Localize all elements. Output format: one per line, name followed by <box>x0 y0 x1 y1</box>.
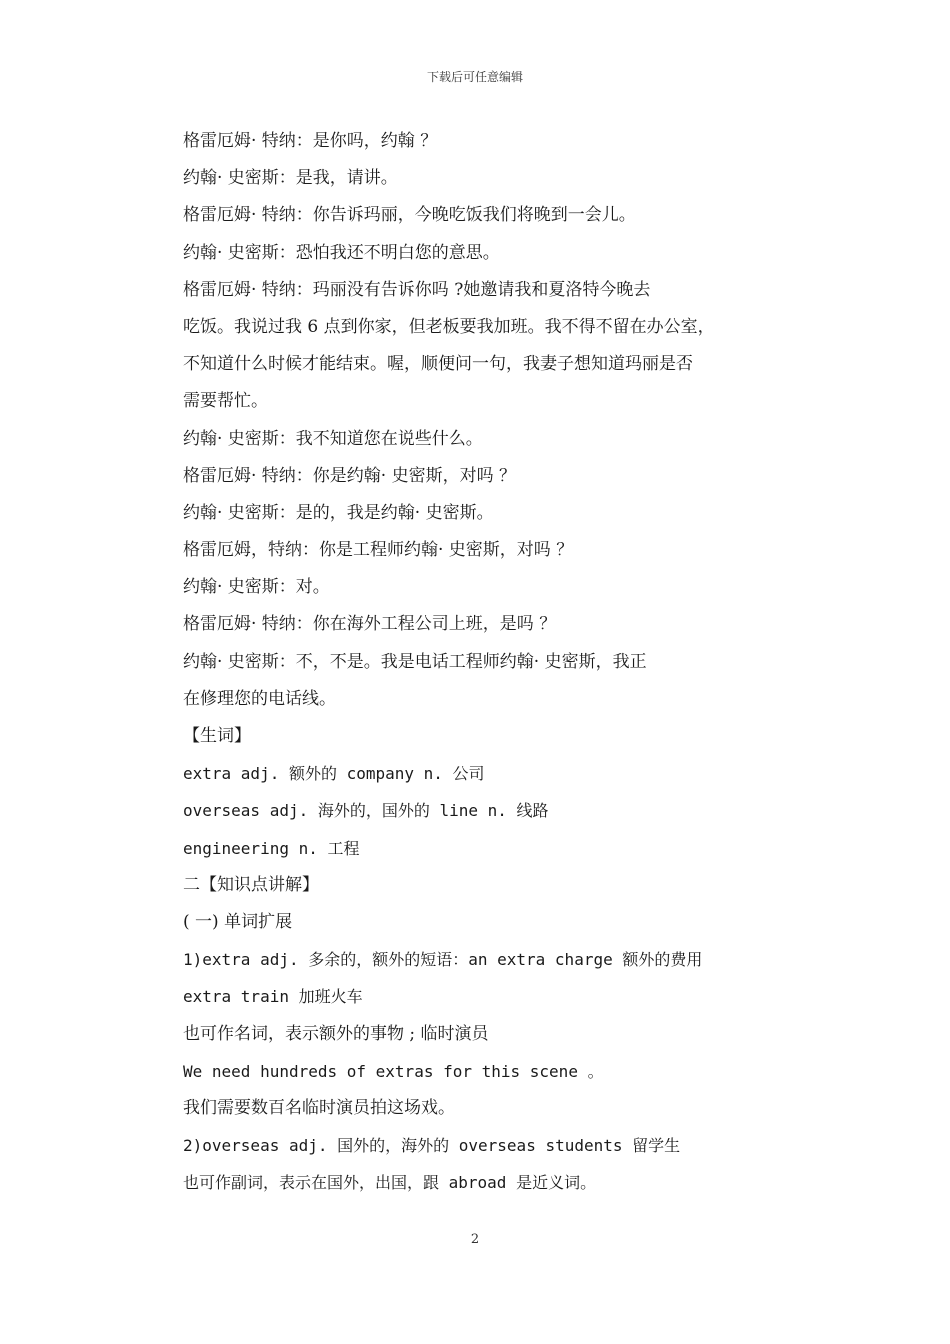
dialogue-line: 吃饭。我说过我 6 点到你家，但老板要我加班。我不得不留在办公室， <box>183 316 715 337</box>
dialogue-line: 格雷厄姆· 特纳：你是约翰· 史密斯，对吗 ？ <box>183 465 517 486</box>
explanation-line: 也可作副词，表示在国外，出国，跟 abroad 是近义词。 <box>183 1173 597 1193</box>
dialogue-line: 约翰· 史密斯：对。 <box>183 577 330 598</box>
dialogue-line: 约翰· 史密斯：是我，请讲。 <box>183 168 398 189</box>
dialogue-line: 约翰· 史密斯：恐怕我还不明白您的意思。 <box>183 242 500 263</box>
dialogue-line: 格雷厄姆，特纳：你是工程师约翰· 史密斯，对吗 ？ <box>183 540 574 561</box>
dialogue-line: 在修理您的电话线。 <box>183 688 336 709</box>
explanation-line: 也可作名词，表示额外的事物 ; 临时演员 <box>183 1023 489 1044</box>
explanation-line: extra train 加班火车 <box>183 987 363 1007</box>
vocab-line: extra adj. 额外的 company n. 公司 <box>183 764 485 784</box>
dialogue-line: 需要帮忙。 <box>183 391 268 412</box>
document-body <box>183 123 803 1201</box>
page-header: 下载后可任意编辑 <box>426 70 523 84</box>
dialogue-line: 不知道什么时候才能结束。喔，顺便问一句，我妻子想知道玛丽是否 <box>183 354 693 375</box>
example-translation: 我们需要数百名临时演员拍这场戏。 <box>183 1097 455 1118</box>
subsection-heading: ( 一) 单词扩展 <box>183 911 293 932</box>
example-sentence: We need hundreds of extras for this scene 。 <box>183 1061 604 1081</box>
vocab-line: overseas adj. 海外的，国外的 line n. 线路 <box>183 801 549 821</box>
dialogue-line: 约翰· 史密斯：是的，我是约翰· 史密斯。 <box>183 502 494 523</box>
explanation-line: 1)extra adj. 多余的，额外的短语：an extra charge 额外的费用 <box>183 950 703 970</box>
section-heading-vocabulary: 【生词】 <box>183 726 251 746</box>
dialogue-line: 格雷厄姆· 特纳：是你吗，约翰 ？ <box>183 131 438 151</box>
dialogue-line: 约翰· 史密斯：不，不是。我是电话工程师约翰· 史密斯，我正 <box>183 651 647 672</box>
dialogue-line: 格雷厄姆· 特纳：你告诉玛丽，今晚吃饭我们将晚到一会儿。 <box>183 205 636 226</box>
page-number: 2 <box>470 1232 480 1247</box>
section-heading-knowledge: 二【知识点讲解】 <box>183 874 319 895</box>
dialogue-line: 格雷厄姆· 特纳：玛丽没有告诉你吗 ?她邀请我和夏洛特今晚去 <box>183 279 651 300</box>
explanation-line: 2)overseas adj. 国外的，海外的 overseas students 留学生 <box>183 1136 681 1156</box>
vocab-line: engineering n. 工程 <box>183 838 360 858</box>
dialogue-line: 约翰· 史密斯：我不知道您在说些什么。 <box>183 428 483 449</box>
dialogue-line: 格雷厄姆· 特纳：你在海外工程公司上班，是吗 ？ <box>183 614 557 635</box>
